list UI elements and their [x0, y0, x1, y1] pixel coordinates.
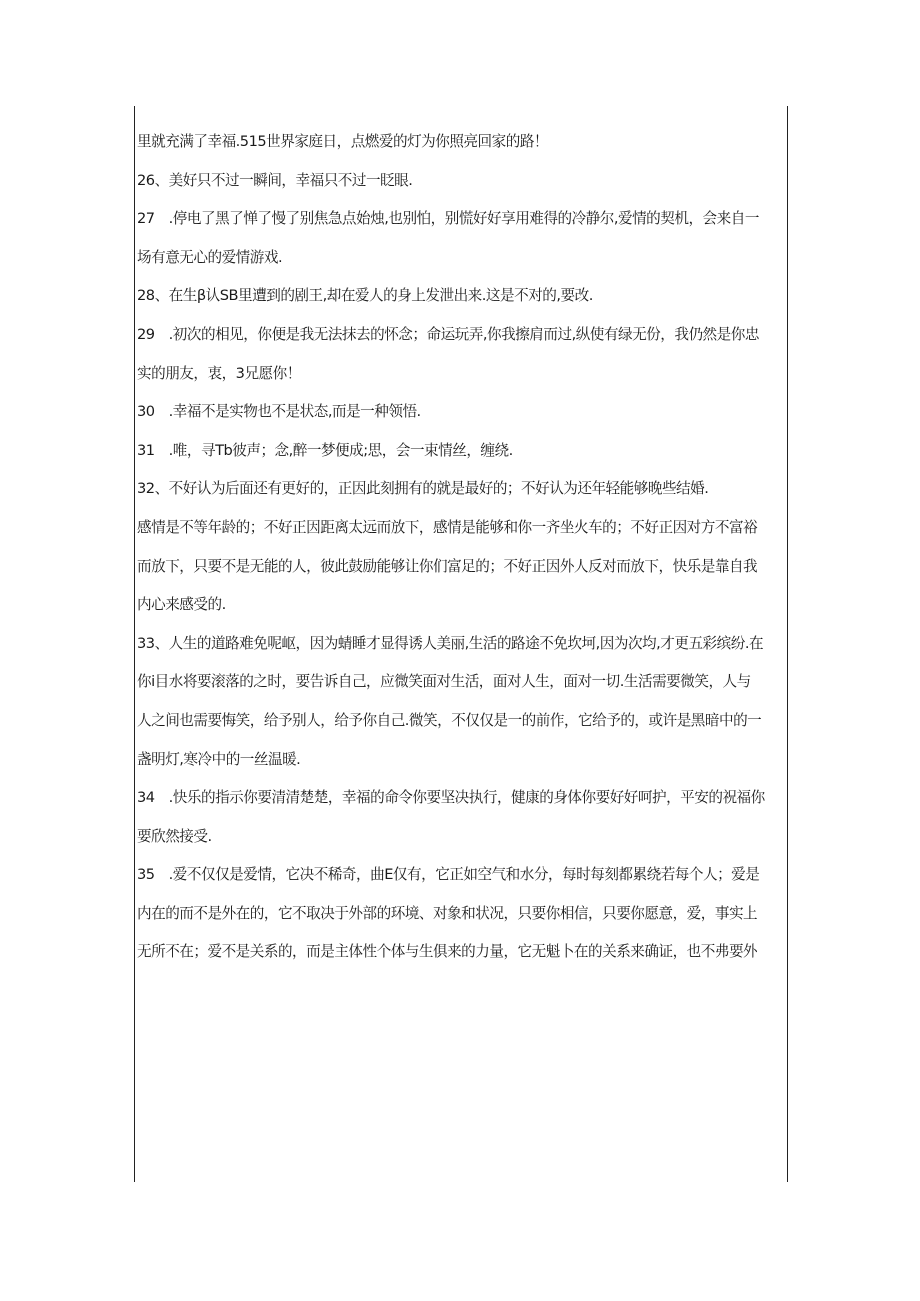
text-line: 无所不在；爱不是关系的，而是主体性个体与生俱来的力量，它无魁卜在的关系来确证，也不弗要外	[137, 943, 758, 961]
text-line: 人之间也需要悔笑，给予别人，给予你自己.微笑，不仅仅是一的前作，它给予的，或许是黑暗中的一	[137, 711, 762, 729]
text-line: 内心来感受的.	[137, 596, 226, 614]
text-line: 33、人生的道路难免呢岖，因为蜻睡才显得诱人美丽,生活的路途不免坎坷,因为次均,才更五彩缤纷.在	[137, 634, 764, 652]
text-line: 30 .幸福不是实物也不是状态,而是一种领悟.	[137, 403, 421, 421]
text-line: 29 .初次的相见，你便是我无法抹去的怀念；命运玩弄,你我擦肩而过,纵使有绿无份，我仍然是你忠	[137, 325, 759, 343]
text-line: 27 .停电了黑了惮了慢了别焦急点始烛,也别怕，别慌好好享用难得的冷静尔,爱情的契机，会来自一	[137, 210, 759, 228]
text-line: 32、不好认为后面还有更好的，正因此刻拥有的就是最好的；不好认为还年轻能够晚些结婚.	[137, 480, 709, 498]
text-line: 实的朋友，衷，3兄愿你！	[137, 364, 301, 382]
text-line: 31 .唯，寻Tb彼声；念,醉一梦便成;思，会一束情丝，缠绕.	[137, 441, 513, 459]
document-body	[137, 123, 785, 972]
text-line: 34 .快乐的指示你要清清楚楚，幸福的命令你要坚决执行，健康的身体你要好好呵护，平安的祝福你	[137, 789, 765, 807]
text-line: 场有意无心的爱情游戏.	[137, 248, 283, 266]
text-line: 内在的而不是外在的，它不取决于外部的环境、对象和状况，只要你相信，只要你愿意，爱，事实上	[137, 904, 758, 922]
text-line: 你i目水将要滚落的之时，要告诉自己，应微笑面对生活，面对人生，面对一切.生活需要微笑，人与	[137, 673, 751, 691]
text-line: 感情是不等年龄的；不好正因距离太远而放下，感情是能够和你一齐坐火车的；不好正因对方不富裕	[137, 518, 758, 536]
text-line: 要欣然接受.	[137, 827, 212, 845]
text-line: 而放下，只要不是无能的人，彼此鼓励能够让你们富足的；不好正因外人反对而放下，快乐是靠自我	[137, 557, 758, 575]
text-line: 26、美好只不过一瞬间，幸福只不过一眨眼.	[137, 171, 413, 189]
text-line: 28、在生β认SB里遭到的剧王,却在爱人的身上发泄出来.这是不对的,要改.	[137, 287, 593, 305]
text-line: 里就充满了幸福.515世界家庭日，点燃爱的灯为你照亮回家的路！	[137, 133, 549, 150]
text-line: 35 .爱不仅仅是爱情，它决不稀奇，曲E仅有，它正如空气和水分，每时每刻都累绕若每个人；爱是	[137, 866, 760, 884]
text-line: 盏明灯,寒冷中的一丝温暖.	[137, 750, 301, 768]
